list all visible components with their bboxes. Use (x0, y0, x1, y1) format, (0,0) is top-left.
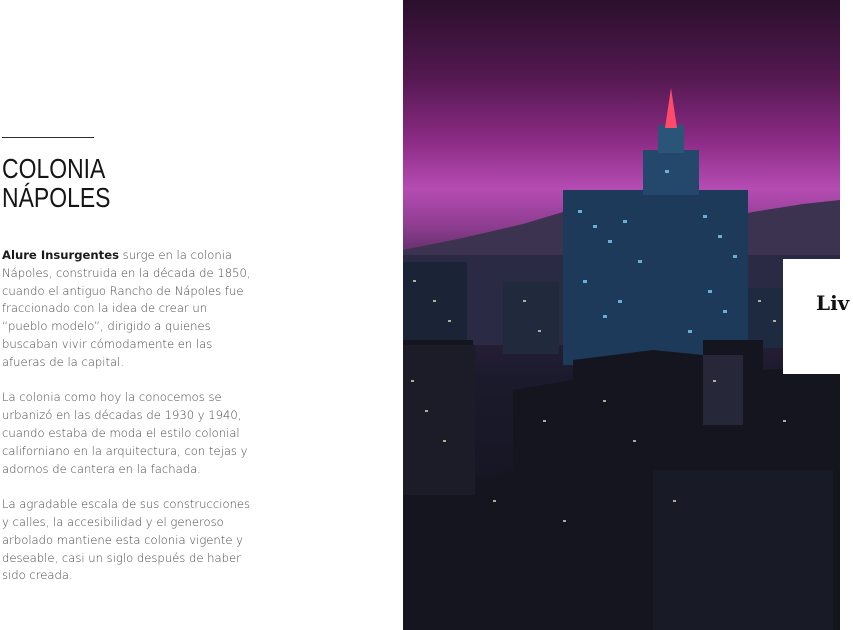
brand-name: Alure Insurgentes (2, 248, 119, 262)
page-title (2, 154, 110, 212)
paragraph-2: La colonia como hoy la conocemos se urbanizó en las décadas de 1930 y 1940, cuando estaba de moda el estilo colonial californiano en la arquitectura, con tejas y adornos de cantera en la fachada. (2, 390, 248, 476)
title-divider (2, 137, 94, 138)
paragraph-3: La agradable escala de sus construcciones y calles, la accesibilidad y el generoso arbolado mantiene esta colonia vigente y deseable, casi un siglo después de haber sido creada. (2, 497, 251, 583)
city-skyline-illustration (403, 0, 840, 630)
city-night-photo (403, 0, 840, 630)
paragraph-1-text: surge en la colonia Nápoles, construida en la década de 1850, cuando el antiguo Rancho de Nápoles fue fraccionado con la idea de crear un “pueblo modelo”, dirigido a quienes buscaban vivir cómodamente en las afueras de la capital. (2, 248, 251, 369)
mid-building (503, 282, 559, 354)
foreground-building-right (703, 355, 743, 425)
left-building (403, 262, 467, 347)
foreground-building-left (403, 345, 475, 495)
paragraph-1 (2, 247, 254, 372)
body-text (2, 247, 254, 603)
title-line-1: COLONIA (2, 153, 106, 184)
tower-crown (643, 150, 699, 195)
main-tower (563, 190, 748, 365)
tower-spire (665, 88, 677, 128)
caption-overlay-text: Liv (816, 291, 850, 315)
title-line-2: NÁPOLES (2, 182, 111, 213)
foreground-block (653, 470, 833, 630)
left-page (0, 0, 403, 630)
caption-overlay-box (783, 259, 853, 374)
tower-top (658, 125, 684, 153)
